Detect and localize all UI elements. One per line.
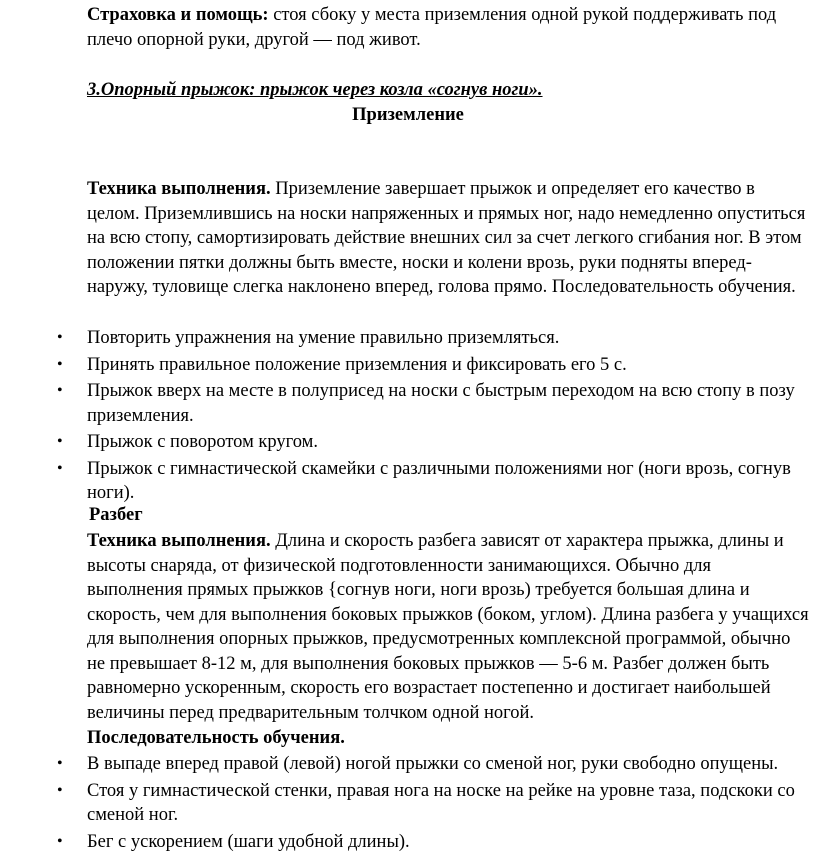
landing-steps-list — [57, 326, 809, 508]
landing-technique-label: Техника выполнения. — [87, 179, 271, 199]
list-item-text: Принять правильное положение приземления и фиксировать его 5 с. — [87, 354, 627, 375]
list-item-text: Повторить упражнения на умение правильно приземляться. — [87, 328, 560, 348]
bullet-icon: • — [57, 355, 63, 373]
list-item-text: Стоя у гимнастической стенки, правая нога на носке на рейке на уровне таза, подскоки со сменой ног. — [87, 780, 795, 825]
safety-paragraph — [87, 3, 809, 52]
list-item — [57, 353, 809, 378]
list-item-text: В выпаде вперед правой (левой) ногой прыжки со сменой ног, руки свободно опущены. — [87, 754, 779, 774]
landing-technique-text: Приземление завершает прыжок и определяет его качество в целом. Приземлившись на носки напряженных и прямых ног, надо немедленно опуститься на всю стопу, самортизировать действие внешних сил за счет легкого сгибания ног. В этом положении пятки должны быть вместе, носки и колени врозь, руки подняты вперед-наружу, туловище слегка наклонено вперед, голова прямо. Последовательность обучения. — [87, 179, 806, 297]
bullet-icon: • — [57, 433, 63, 450]
landing-technique-paragraph — [87, 177, 809, 300]
list-item-text: Бег с ускорением (шаги удобной длины). — [87, 831, 410, 852]
list-item-text: Прыжок с гимнастической скамейки с различными положениями ног (ноги врозь, согнув ноги). — [87, 458, 791, 503]
list-item — [57, 752, 809, 777]
runup-heading: Разбег — [89, 505, 143, 525]
list-item-text: Прыжок с поворотом кругом. — [87, 432, 318, 452]
bullet-icon: • — [57, 781, 63, 799]
runup-steps-list — [57, 752, 809, 856]
list-item — [57, 326, 809, 351]
section-3-title: 3.Опорный прыжок: прыжок через козла «согнув ноги». — [87, 80, 543, 100]
runup-technique-label: Техника выполнения. — [87, 531, 271, 551]
list-item — [57, 379, 809, 428]
runup-sequence-heading: Последовательность обучения. — [87, 728, 345, 748]
runup-technique-paragraph — [87, 529, 809, 725]
list-item — [57, 457, 809, 506]
bullet-icon: • — [57, 459, 63, 477]
landing-subtitle: Приземление — [352, 105, 464, 125]
safety-label: Страховка и помощь: — [87, 5, 269, 25]
list-item — [57, 779, 809, 828]
list-item-text: Прыжок вверх на месте в полуприсед на носки с быстрым переходом на всю стопу в позу приземления. — [87, 381, 795, 426]
list-item — [57, 430, 809, 455]
bullet-icon: • — [57, 329, 63, 346]
bullet-icon: • — [57, 755, 63, 772]
runup-technique-text: Длина и скорость разбега зависят от характера прыжка, длины и высоты снаряда, от физической подготовленности занимающихся. Обычно для выполнения прямых прыжков {согнув ноги, ноги врозь) требуется большая длина и скорость, чем для выполнения боковых прыжков (боком, углом). Длина разбега у учащихся для выполнения опорных прыжков, предусмотренных комплексной программой, обычно не превышает 8-12 м, для выполнения боковых прыжков — 5-6 м. Разбег должен быть равномерно ускоренным, скорость его возрастает постепенно и достигает наибольшей величины перед предварительным толчком одной ногой. — [87, 531, 809, 723]
list-item — [57, 830, 809, 855]
bullet-icon: • — [57, 382, 63, 399]
bullet-icon: • — [57, 832, 63, 850]
safety-text: стоя сбоку у места приземления одной рукой поддерживать под плечо опорной руки, другой — под живот. — [87, 5, 777, 50]
